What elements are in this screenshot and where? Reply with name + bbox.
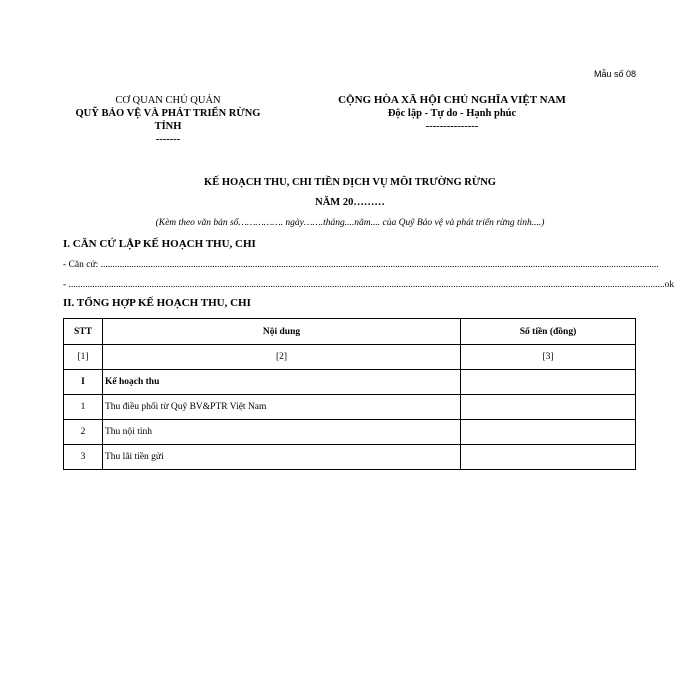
document-year: NĂM 20……… <box>315 197 385 208</box>
table-row <box>64 445 636 470</box>
national-motto: Độc lập - Tự do - Hạnh phúc <box>387 108 517 119</box>
agency-line-2: QUỸ BẢO VỆ VÀ PHÁT TRIỂN RỪNG <box>75 108 261 119</box>
agency-line-3: TỈNH <box>154 121 182 132</box>
row-stt: 2 <box>64 420 103 445</box>
national-divider: --------------- <box>425 121 479 132</box>
row-amount <box>461 420 636 445</box>
header-content: Nội dung <box>103 319 461 345</box>
index-3: [3] <box>461 345 636 370</box>
row-amount <box>461 445 636 470</box>
table-row <box>64 395 636 420</box>
table-row <box>64 370 636 395</box>
agency-divider: ------- <box>155 134 181 145</box>
header-amount: Số tiền (đồng) <box>461 319 636 345</box>
row-amount <box>461 370 636 395</box>
row-stt: 1 <box>64 395 103 420</box>
row-content: Thu lãi tiền gửi <box>103 445 461 470</box>
index-1: [1] <box>64 345 103 370</box>
agency-line-1: CƠ QUAN CHỦ QUẢN <box>115 95 221 106</box>
basis-line-2: - ...........................................................................................................................................................................................................................................................ok <box>63 280 675 290</box>
section-1-heading: I. CĂN CỨ LẬP KẾ HOẠCH THU, CHI <box>63 238 256 250</box>
row-amount <box>461 395 636 420</box>
table-index-row <box>64 345 636 370</box>
index-2: [2] <box>103 345 461 370</box>
table-row <box>64 420 636 445</box>
national-title: CỘNG HÒA XÃ HỘI CHỦ NGHĨA VIỆT NAM <box>338 94 566 106</box>
document-attachment-note: (Kèm theo văn bản số……………. ngày…….tháng....năm.... của Quỹ Bảo vệ và phát triển rừng tỉnh....) <box>155 218 545 228</box>
form-number: Mẫu số 08 <box>593 69 636 79</box>
table-header-row <box>64 319 636 345</box>
row-stt: 3 <box>64 445 103 470</box>
header-stt: STT <box>64 319 103 345</box>
basis-line-1: - Căn cứ: ........................................................................................................................................................................................................................................... <box>63 260 659 270</box>
row-stt: I <box>64 370 103 395</box>
row-content: Thu nội tỉnh <box>103 420 461 445</box>
agency-header <box>58 94 278 146</box>
national-header <box>322 94 582 133</box>
row-content: Kế hoạch thu <box>103 370 461 395</box>
document-title: KẾ HOẠCH THU, CHI TIỀN DỊCH VỤ MÔI TRƯỜNG RỪNG <box>204 177 496 188</box>
section-2-heading: II. TỔNG HỢP KẾ HOẠCH THU, CHI <box>63 297 251 309</box>
row-content: Thu điều phối từ Quỹ BV&PTR Việt Nam <box>103 395 461 420</box>
plan-table <box>63 318 636 470</box>
